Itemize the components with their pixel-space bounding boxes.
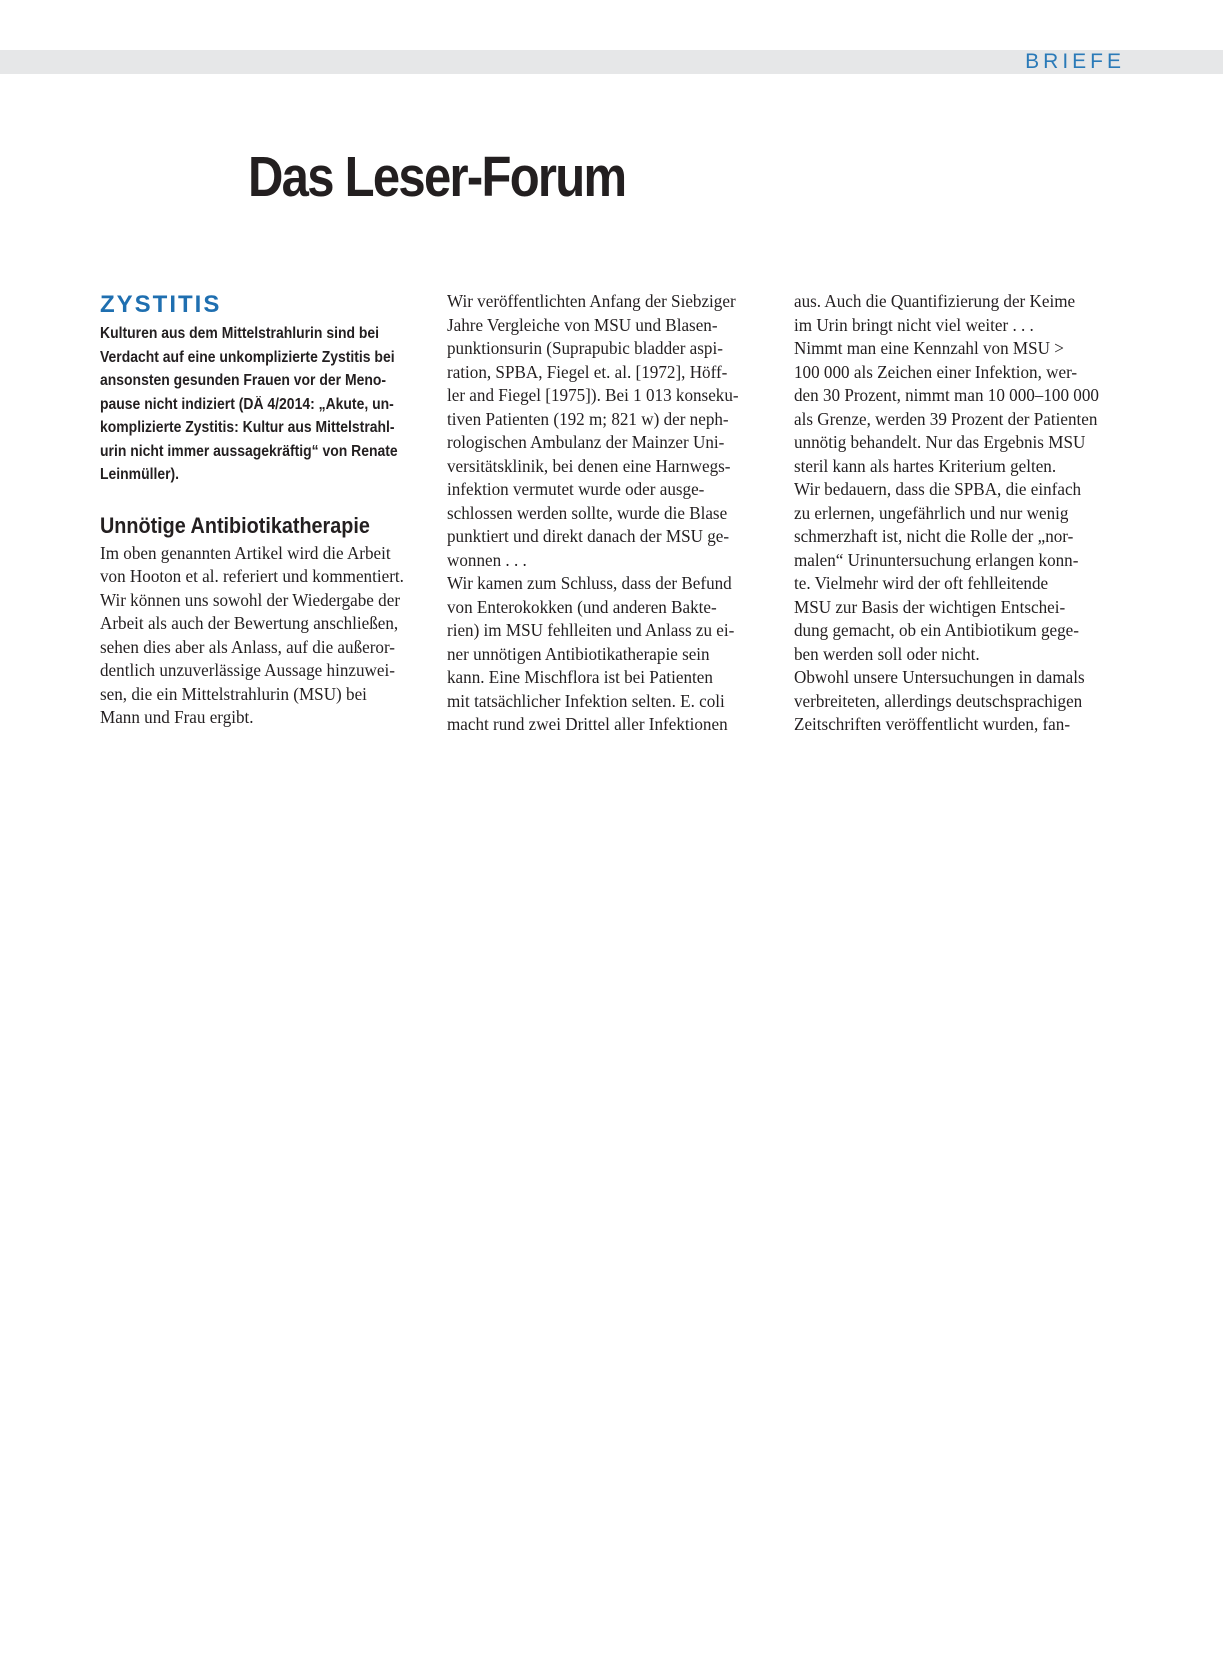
body-line: sen, die ein Mittelstrahlurin (MSU) bei (100, 683, 367, 704)
body-line: malen“ Urinuntersuchung erlangen konn- (794, 549, 1079, 570)
intro-line: pause nicht indiziert (DÄ 4/2014: „Akute, un- (100, 395, 394, 413)
intro-line: Verdacht auf eine unkomplizierte Zystitis bei (100, 348, 395, 366)
body-line: te. Vielmehr wird der oft fehlleitende (794, 573, 1049, 593)
body-line: MSU zur Basis der wichtigen Entschei- (794, 596, 1066, 617)
body-line: zu erlernen, ungefährlich und nur wenig (794, 502, 1069, 523)
article-body-column-1 (100, 542, 430, 730)
body-line: als Grenze, werden 39 Prozent der Patienten (794, 408, 1098, 429)
body-line: Wir bedauern, dass die SPBA, die einfach (794, 479, 1082, 499)
body-line: Obwohl unsere Untersuchungen in damals (794, 667, 1085, 687)
body-line: schlossen werden sollte, wurde die Blase (447, 502, 728, 523)
body-line: von Enterokokken (und anderen Bakte- (447, 596, 717, 617)
body-line: dung gemacht, ob ein Antibiotikum gege- (794, 620, 1079, 640)
section-label: BRIEFE (1025, 50, 1125, 73)
body-line: Wir veröffentlichten Anfang der Siebziger (447, 291, 736, 311)
body-line: sehen dies aber als Anlass, auf die außeror- (100, 636, 396, 657)
intro-line: ansonsten gesunden Frauen vor der Meno- (100, 372, 387, 389)
body-line: infektion vermutet wurde oder ausge- (447, 479, 705, 499)
body-line: versitätsklinik, bei denen eine Harnwegs- (447, 455, 731, 476)
body-line: im Urin bringt nicht viel weiter . . . (794, 314, 1034, 335)
body-line: wonnen . . . (447, 549, 527, 570)
body-line: von Hooton et al. referiert und kommentiert. (100, 566, 404, 586)
body-line: dentlich unzuverlässige Aussage hinzuwei- (100, 660, 395, 680)
body-line: steril kann als hartes Kriterium gelten. (794, 455, 1057, 476)
body-line: Mann und Frau ergibt. (100, 707, 254, 727)
body-line: ben werden soll oder nicht. (794, 643, 980, 664)
intro-line: komplizierte Zystitis: Kultur aus Mittelstrahl- (100, 419, 395, 436)
body-line: punktiert und direkt danach der MSU ge- (447, 526, 730, 546)
body-line: Nimmt man eine Kennzahl von MSU > (794, 338, 1064, 358)
body-line: rologischen Ambulanz der Mainzer Uni- (447, 432, 725, 452)
body-line: Wir kamen zum Schluss, dass der Befund (447, 573, 732, 593)
body-line: Zeitschriften veröffentlicht wurden, fan- (794, 714, 1071, 734)
intro-line: Kulturen aus dem Mittelstrahlurin sind bei (100, 325, 380, 342)
body-line: 100 000 als Zeichen einer Infektion, wer- (794, 361, 1078, 382)
body-line: punktionsurin (Suprapubic bladder aspi- (447, 338, 723, 358)
article-kicker: ZYSTITIS (100, 291, 222, 318)
body-line: ration, SPBA, Fiegel et. al. [1972], Höff- (447, 361, 728, 382)
body-line: rien) im MSU fehlleiten und Anlass zu ei- (447, 620, 735, 640)
body-line: tiven Patienten (192 m; 821 w) der neph- (447, 408, 729, 429)
column-2 (447, 290, 777, 737)
body-line: mit tatsächlicher Infektion selten. E. coli (447, 690, 725, 711)
body-line: aus. Auch die Quantifizierung der Keime (794, 291, 1076, 311)
body-line: kann. Eine Mischflora ist bei Patienten (447, 667, 713, 687)
body-line: ner unnötigen Antibiotikatherapie sein (447, 643, 710, 664)
body-line: Arbeit als auch der Bewertung anschließen, (100, 613, 399, 633)
body-line: Wir können uns sowohl der Wiedergabe der (100, 589, 401, 610)
intro-line: urin nicht immer aussagekräftig“ von Renate (100, 442, 398, 460)
body-line: Jahre Vergleiche von MSU und Blasen- (447, 314, 718, 335)
body-line: Im oben genannten Artikel wird die Arbeit (100, 542, 391, 563)
body-line: verbreiteten, allerdings deutschsprachigen (794, 690, 1083, 711)
article-subheading: Unnötige Antibiotikatherapie (100, 512, 370, 538)
body-line: ler and Fiegel [1975]). Bei 1 013 konseku- (447, 385, 739, 405)
page-title: Das Leser-Forum (248, 145, 626, 209)
intro-line: Leinmüller). (100, 466, 180, 483)
body-line: macht rund zwei Drittel aller Infektionen (447, 714, 728, 734)
body-line: schmerzhaft ist, nicht die Rolle der „nor- (794, 526, 1074, 546)
column-1 (100, 290, 430, 730)
body-line: den 30 Prozent, nimmt man 10 000–100 000 (794, 385, 1099, 405)
article-intro (100, 322, 430, 487)
body-line: unnötig behandelt. Nur das Ergebnis MSU (794, 432, 1086, 452)
column-3 (794, 290, 1129, 737)
